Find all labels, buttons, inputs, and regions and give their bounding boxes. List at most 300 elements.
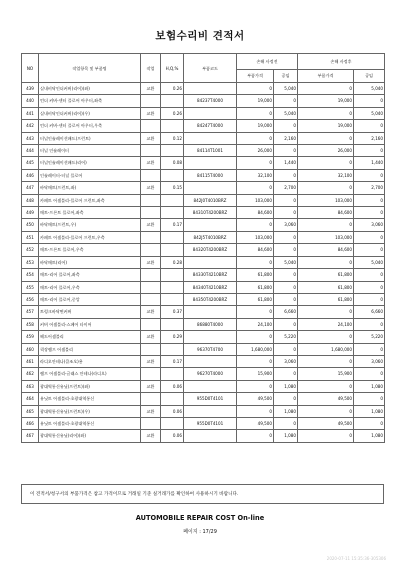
before-labor-cell: 0: [274, 393, 298, 405]
hq-value-cell: [161, 145, 184, 157]
before-part-price-cell: 0: [237, 219, 274, 231]
part-code-cell: 86880T4000: [184, 318, 237, 330]
part-code-cell: 842J0T4010BRZ: [184, 194, 237, 206]
item-name-cell: 언더 커버-센터 플로어 아우터,좌측: [39, 95, 141, 107]
after-part-price-cell: 49,500: [298, 417, 354, 429]
item-name-cell: 카페트 어셈블리-플로어 프런트,좌측: [39, 194, 141, 206]
after-labor-cell: 0: [354, 269, 385, 281]
part-code-cell: [184, 219, 237, 231]
after-part-price-cell: 61,800: [298, 293, 354, 305]
before-labor-cell: 5,220: [274, 331, 298, 343]
row-number-cell: 439: [22, 83, 39, 95]
after-labor-cell: 5,040: [354, 256, 385, 268]
before-labor-cell: 5,040: [274, 256, 298, 268]
before-labor-cell: 1,080: [274, 405, 298, 417]
row-number-cell: 459: [22, 331, 39, 343]
before-part-price-cell: 61,800: [237, 269, 274, 281]
work-type-cell: [141, 417, 161, 429]
row-number-cell: 454: [22, 269, 39, 281]
part-code-cell: 84115T4000: [184, 169, 237, 181]
before-labor-cell: 0: [274, 368, 298, 380]
part-code-cell: 84330T4210BRZ: [184, 269, 237, 281]
item-name-cell: 광대역통신유닛(프런트)(좌): [39, 380, 141, 392]
header-no: NO: [22, 54, 39, 83]
after-labor-cell: 0: [354, 281, 385, 293]
after-labor-cell: 0: [354, 368, 385, 380]
after-part-price-cell: 0: [298, 83, 354, 95]
after-part-price-cell: 0: [298, 405, 354, 417]
part-code-cell: 84310T4200BRZ: [184, 207, 237, 219]
header-code: 부품코드: [184, 54, 237, 83]
before-part-price-cell: 19,000: [237, 120, 274, 132]
work-type-cell: [141, 343, 161, 355]
before-labor-cell: 0: [274, 417, 298, 429]
table-row: [22, 281, 385, 293]
table-row: [22, 194, 385, 206]
part-code-cell: [184, 107, 237, 119]
part-code-cell: [184, 256, 237, 268]
before-part-price-cell: 49,500: [237, 393, 274, 405]
work-type-cell: [141, 281, 161, 293]
row-number-cell: 458: [22, 318, 39, 330]
before-part-price-cell: 61,800: [237, 293, 274, 305]
table-row: [22, 380, 385, 392]
after-labor-cell: 0: [354, 231, 385, 243]
item-name-cell: 헤드어셈블리: [39, 331, 141, 343]
table-row: [22, 355, 385, 367]
row-number-cell: 446: [22, 169, 39, 181]
before-labor-cell: 2,700: [274, 182, 298, 194]
row-number-cell: 451: [22, 231, 39, 243]
item-name-cell: 램프 어셈블리-글래스 안테나(라디오): [39, 368, 141, 380]
before-labor-cell: 0: [274, 120, 298, 132]
row-number-cell: 463: [22, 380, 39, 392]
work-type-cell: [141, 368, 161, 380]
item-name-cell: 퀵장램프 어셈블리: [39, 343, 141, 355]
row-number-cell: 448: [22, 194, 39, 206]
after-labor-cell: 5,220: [354, 331, 385, 343]
header-after-part-price: 부품가격: [298, 70, 354, 83]
work-type-cell: 교환: [141, 405, 161, 417]
before-part-price-cell: 49,500: [237, 417, 274, 429]
work-type-cell: 교환: [141, 219, 161, 231]
after-labor-cell: 2,160: [354, 132, 385, 144]
table-row: [22, 244, 385, 256]
before-part-price-cell: 19,000: [237, 95, 274, 107]
page-number: 페이지 : 17/29: [183, 529, 217, 535]
part-code-cell: [184, 331, 237, 343]
hq-value-cell: 0.26: [161, 83, 184, 95]
after-labor-cell: 0: [354, 194, 385, 206]
part-code-cell: 96370T4700: [184, 343, 237, 355]
item-name-cell: 유닛트 어셈블리-초광대역통신: [39, 417, 141, 429]
before-labor-cell: 3,060: [274, 355, 298, 367]
hq-value-cell: 0.06: [161, 380, 184, 392]
part-code-cell: [184, 157, 237, 169]
after-part-price-cell: 0: [298, 355, 354, 367]
print-timestamp: 2020-07-11 15:35:36-305306: [326, 556, 386, 561]
page-title: 보험수리비 견적서: [155, 30, 245, 42]
after-part-price-cell: 0: [298, 219, 354, 231]
item-name-cell: 실내비닥인더커버(리어)(우): [39, 107, 141, 119]
row-number-cell: 452: [22, 244, 39, 256]
part-code-cell: 842J5T4010BRZ: [184, 231, 237, 243]
hq-value-cell: [161, 368, 184, 380]
hq-value-cell: 0.28: [161, 256, 184, 268]
before-labor-cell: 0: [274, 281, 298, 293]
row-number-cell: 466: [22, 417, 39, 429]
part-code-cell: 84340T4210BRZ: [184, 281, 237, 293]
after-part-price-cell: 0: [298, 182, 354, 194]
row-number-cell: 442: [22, 120, 39, 132]
hq-value-cell: 0.26: [161, 107, 184, 119]
before-part-price-cell: 0: [237, 430, 274, 442]
before-part-price-cell: 0: [237, 380, 274, 392]
before-labor-cell: 1,440: [274, 157, 298, 169]
header-after-group: 손해 사정후: [298, 54, 385, 70]
before-labor-cell: 0: [274, 269, 298, 281]
table-row: [22, 182, 385, 194]
table-row: [22, 145, 385, 157]
before-part-price-cell: 0: [237, 83, 274, 95]
after-labor-cell: 1,080: [354, 405, 385, 417]
item-name-cell: 터널인슐레이션패드(리어): [39, 157, 141, 169]
item-name-cell: 광대역통신유닛(리어)(좌): [39, 430, 141, 442]
table-row: [22, 256, 385, 268]
table-row: [22, 293, 385, 305]
before-part-price-cell: 103,000: [237, 231, 274, 243]
after-part-price-cell: 103,000: [298, 194, 354, 206]
work-type-cell: 교환: [141, 132, 161, 144]
item-name-cell: 바닥매트(리어): [39, 256, 141, 268]
table-row: [22, 393, 385, 405]
before-part-price-cell: 0: [237, 331, 274, 343]
after-part-price-cell: 15,900: [298, 368, 354, 380]
hq-value-cell: [161, 207, 184, 219]
table-row: [22, 207, 385, 219]
hq-value-cell: [161, 417, 184, 429]
hq-value-cell: [161, 231, 184, 243]
row-number-cell: 450: [22, 219, 39, 231]
row-number-cell: 465: [22, 405, 39, 417]
after-part-price-cell: 84,600: [298, 244, 354, 256]
before-labor-cell: 5,040: [274, 83, 298, 95]
item-name-cell: 라디오안테나(클조오)용: [39, 355, 141, 367]
after-part-price-cell: 49,500: [298, 393, 354, 405]
hq-value-cell: [161, 169, 184, 181]
after-labor-cell: 1,080: [354, 430, 385, 442]
header-work: 작업: [141, 54, 161, 83]
table-row: [22, 405, 385, 417]
after-labor-cell: 1,440: [354, 157, 385, 169]
work-type-cell: 교환: [141, 157, 161, 169]
item-name-cell: 바닥매트(프런트,좌): [39, 182, 141, 194]
part-code-cell: 84320T4200BRZ: [184, 244, 237, 256]
before-part-price-cell: 0: [237, 256, 274, 268]
row-number-cell: 455: [22, 281, 39, 293]
work-type-cell: [141, 145, 161, 157]
table-row: [22, 343, 385, 355]
work-type-cell: 교환: [141, 107, 161, 119]
part-code-cell: 84114T1001: [184, 145, 237, 157]
item-name-cell: 매트-프론트 플로어,좌측: [39, 207, 141, 219]
header-after-labor: 공임: [354, 70, 385, 83]
row-number-cell: 462: [22, 368, 39, 380]
after-part-price-cell: 0: [298, 331, 354, 343]
before-part-price-cell: 0: [237, 355, 274, 367]
header-hq: H,Q,%: [161, 54, 184, 83]
after-labor-cell: 3,060: [354, 355, 385, 367]
hq-value-cell: 0.12: [161, 132, 184, 144]
before-labor-cell: 0: [274, 169, 298, 181]
work-type-cell: 교환: [141, 380, 161, 392]
work-type-cell: 교환: [141, 355, 161, 367]
footer-brand: AUTOMOBILE REPAIR COST On-line: [135, 514, 265, 522]
before-labor-cell: 3,060: [274, 219, 298, 231]
hq-value-cell: [161, 244, 184, 256]
row-number-cell: 445: [22, 157, 39, 169]
table-row: [22, 169, 385, 181]
item-name-cell: 인슐레이터-터널 플로어: [39, 169, 141, 181]
row-number-cell: 460: [22, 343, 39, 355]
after-part-price-cell: 24,100: [298, 318, 354, 330]
part-code-cell: [184, 405, 237, 417]
after-part-price-cell: 0: [298, 380, 354, 392]
before-labor-cell: 5,040: [274, 107, 298, 119]
table-row: [22, 417, 385, 429]
hq-value-cell: [161, 269, 184, 281]
hq-value-cell: 0.37: [161, 306, 184, 318]
before-part-price-cell: 0: [237, 182, 274, 194]
work-type-cell: 교환: [141, 182, 161, 194]
item-name-cell: 터널인슐레이션패드(프런트): [39, 132, 141, 144]
item-name-cell: 광대역통신유닛(프런트)(우): [39, 405, 141, 417]
after-labor-cell: 6,660: [354, 306, 385, 318]
after-part-price-cell: 103,000: [298, 231, 354, 243]
before-labor-cell: 0: [274, 318, 298, 330]
table-row: [22, 107, 385, 119]
part-code-cell: [184, 430, 237, 442]
estimate-rows: [22, 83, 385, 443]
before-labor-cell: 6,660: [274, 306, 298, 318]
header-before-part-price: 부품가격: [237, 70, 274, 83]
work-type-cell: 교환: [141, 306, 161, 318]
part-code-cell: 955D0T4101: [184, 393, 237, 405]
hq-value-cell: [161, 194, 184, 206]
item-name-cell: 실내비닥인더커버(리어)(좌): [39, 83, 141, 95]
work-type-cell: [141, 293, 161, 305]
after-part-price-cell: 1,680,000: [298, 343, 354, 355]
hq-value-cell: 0.15: [161, 182, 184, 194]
before-part-price-cell: 32,100: [237, 169, 274, 181]
before-part-price-cell: 26,000: [237, 145, 274, 157]
part-code-cell: [184, 182, 237, 194]
row-number-cell: 461: [22, 355, 39, 367]
after-part-price-cell: 61,800: [298, 281, 354, 293]
table-row: [22, 83, 385, 95]
after-labor-cell: 3,060: [354, 219, 385, 231]
before-labor-cell: 0: [274, 207, 298, 219]
table-row: [22, 368, 385, 380]
table-row: [22, 269, 385, 281]
before-part-price-cell: 0: [237, 405, 274, 417]
part-code-cell: [184, 132, 237, 144]
before-part-price-cell: 24,100: [237, 318, 274, 330]
row-number-cell: 443: [22, 132, 39, 144]
hq-value-cell: 0.29: [161, 331, 184, 343]
before-labor-cell: 0: [274, 343, 298, 355]
row-number-cell: 444: [22, 145, 39, 157]
before-part-price-cell: 15,900: [237, 368, 274, 380]
table-row: [22, 95, 385, 107]
after-part-price-cell: 0: [298, 256, 354, 268]
after-part-price-cell: 84,600: [298, 207, 354, 219]
item-name-cell: 매트-리어 플로어,중앙: [39, 293, 141, 305]
after-labor-cell: 0: [354, 393, 385, 405]
before-labor-cell: 0: [274, 244, 298, 256]
work-type-cell: [141, 393, 161, 405]
after-part-price-cell: 0: [298, 132, 354, 144]
item-name-cell: 매트-프론트 플로어,우측: [39, 244, 141, 256]
table-row: [22, 306, 385, 318]
part-code-cell: [184, 306, 237, 318]
hq-value-cell: 0.17: [161, 219, 184, 231]
row-number-cell: 440: [22, 95, 39, 107]
table-row: [22, 120, 385, 132]
after-part-price-cell: 0: [298, 430, 354, 442]
header-item: 작업항목 및 부품명: [39, 54, 141, 83]
after-labor-cell: 0: [354, 244, 385, 256]
work-type-cell: [141, 95, 161, 107]
before-part-price-cell: 84,600: [237, 244, 274, 256]
work-type-cell: 교환: [141, 256, 161, 268]
hq-value-cell: [161, 120, 184, 132]
table-row: [22, 132, 385, 144]
work-type-cell: 교환: [141, 331, 161, 343]
part-code-cell: [184, 380, 237, 392]
row-number-cell: 467: [22, 430, 39, 442]
work-type-cell: [141, 318, 161, 330]
after-part-price-cell: 19,000: [298, 95, 354, 107]
before-labor-cell: 0: [274, 194, 298, 206]
item-name-cell: 바닥매트(프런트,우): [39, 219, 141, 231]
estimate-table: [21, 53, 385, 443]
after-labor-cell: 0: [354, 145, 385, 157]
row-number-cell: 464: [22, 393, 39, 405]
work-type-cell: [141, 269, 161, 281]
row-number-cell: 449: [22, 207, 39, 219]
part-code-cell: 84350T4200BRZ: [184, 293, 237, 305]
row-number-cell: 456: [22, 293, 39, 305]
before-part-price-cell: 103,000: [237, 194, 274, 206]
after-part-price-cell: 26,000: [298, 145, 354, 157]
after-part-price-cell: 32,100: [298, 169, 354, 181]
after-labor-cell: 0: [354, 343, 385, 355]
after-labor-cell: 2,700: [354, 182, 385, 194]
row-number-cell: 457: [22, 306, 39, 318]
after-part-price-cell: 0: [298, 157, 354, 169]
after-labor-cell: 0: [354, 417, 385, 429]
part-code-cell: 955D0T4101: [184, 417, 237, 429]
hq-value-cell: [161, 293, 184, 305]
work-type-cell: [141, 120, 161, 132]
hq-value-cell: 0.06: [161, 405, 184, 417]
after-labor-cell: 0: [354, 318, 385, 330]
after-labor-cell: 5,040: [354, 107, 385, 119]
before-labor-cell: 0: [274, 95, 298, 107]
after-labor-cell: 0: [354, 169, 385, 181]
table-row: [22, 318, 385, 330]
work-type-cell: [141, 244, 161, 256]
table-row: [22, 231, 385, 243]
after-part-price-cell: 61,800: [298, 269, 354, 281]
after-labor-cell: 0: [354, 207, 385, 219]
before-part-price-cell: 0: [237, 132, 274, 144]
item-name-cell: 카페트 어셈블리-플로어 프런트,우측: [39, 231, 141, 243]
work-type-cell: [141, 169, 161, 181]
hq-value-cell: [161, 393, 184, 405]
work-type-cell: [141, 231, 161, 243]
part-code-cell: 96270T4000: [184, 368, 237, 380]
before-labor-cell: 2,160: [274, 132, 298, 144]
before-labor-cell: 1,080: [274, 380, 298, 392]
item-name-cell: 터널 인슐레이터: [39, 145, 141, 157]
before-labor-cell: 0: [274, 145, 298, 157]
hq-value-cell: [161, 95, 184, 107]
before-part-price-cell: 0: [237, 157, 274, 169]
after-labor-cell: 0: [354, 293, 385, 305]
after-part-price-cell: 19,000: [298, 120, 354, 132]
work-type-cell: [141, 207, 161, 219]
table-row: [22, 430, 385, 442]
price-notice: 이 견적서/청구서의 부품가격은 참고 가격이므로 거래일 기준 실거래가를 확인하여 사용하시기 바랍니다.: [21, 484, 384, 504]
part-code-cell: [184, 83, 237, 95]
before-part-price-cell: 84,600: [237, 207, 274, 219]
hq-value-cell: 0.17: [161, 355, 184, 367]
after-part-price-cell: 0: [298, 107, 354, 119]
work-type-cell: 교환: [141, 83, 161, 95]
after-part-price-cell: 0: [298, 306, 354, 318]
item-name-cell: 매트-리어 플로어,우측: [39, 281, 141, 293]
work-type-cell: [141, 194, 161, 206]
hq-value-cell: [161, 343, 184, 355]
before-part-price-cell: 1,680,000: [237, 343, 274, 355]
before-part-price-cell: 0: [237, 107, 274, 119]
part-code-cell: 84247T4000: [184, 120, 237, 132]
table-row: [22, 157, 385, 169]
hq-value-cell: [161, 281, 184, 293]
before-part-price-cell: 0: [237, 306, 274, 318]
after-labor-cell: 0: [354, 95, 385, 107]
row-number-cell: 441: [22, 107, 39, 119]
item-name-cell: 유닛트 어셈블리-초광대역통신: [39, 393, 141, 405]
hq-value-cell: [161, 318, 184, 330]
row-number-cell: 447: [22, 182, 39, 194]
before-labor-cell: 0: [274, 293, 298, 305]
header-before-group: 손해 사정전: [237, 54, 298, 70]
table-row: [22, 219, 385, 231]
after-labor-cell: 1,080: [354, 380, 385, 392]
part-code-cell: 84237T4000: [184, 95, 237, 107]
work-type-cell: 교환: [141, 430, 161, 442]
after-labor-cell: 5,040: [354, 83, 385, 95]
after-labor-cell: 0: [354, 120, 385, 132]
row-number-cell: 453: [22, 256, 39, 268]
item-name-cell: 언더 커버-센터 플로어 아우터,우측: [39, 120, 141, 132]
before-part-price-cell: 61,800: [237, 281, 274, 293]
part-code-cell: [184, 355, 237, 367]
hq-value-cell: 0.08: [161, 157, 184, 169]
